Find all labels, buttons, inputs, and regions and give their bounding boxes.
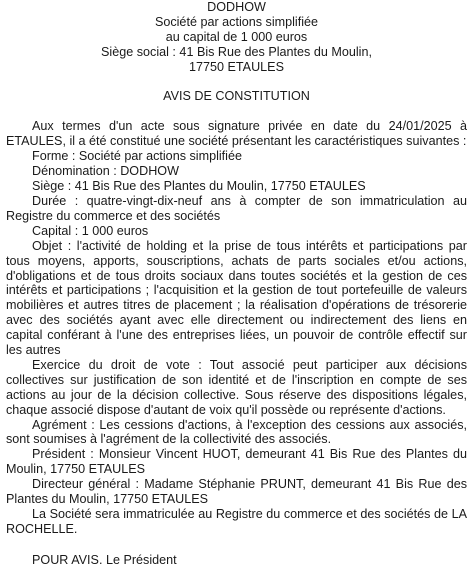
field-object: Objet : l'activité de holding et la prise de tous intérêts et participations par tous moyens, apports, souscriptions, achats de parts sociales et/ou actions, d'obligations et de tous droits sociaux dans toutes sociétés et la gestion de ces intérêts et participations ; l'acquisition et la gestion de tout portefeuille de valeurs mobilières et autres titres de placement ; la réalisation d'opérations de trésorerie avec des sociétés ayant avec elle directement ou indirectement des liens en capital conférant à l'une des entreprises liées, un pouvoir de contrôle effectif sur les autres (6, 238, 467, 358)
field-voting-rights: Exercice du droit de vote : Tout associé peut participer aux décisions collectives sur justification de son identité et de l'inscription en compte de ses actions au jour de la décision collective. Sous réserve des dispositions légales, chaque associé dispose d'autant de voix qu'il possède ou représente d'actions. (6, 357, 467, 417)
notice-header (6, 0, 467, 75)
field-approval: Agrément : Les cessions d'actions, à l'exception des cessions aux associés, sont soumises à l'agrément de la collectivité des associés. (6, 417, 467, 447)
field-capital: Capital : 1 000 euros (32, 223, 149, 238)
field-form: Forme : Société par actions simplifiée (32, 149, 242, 164)
intro-paragraph: Aux termes d'un acte sous signature privée en date du 24/01/2025 à ETAULES, il a été constitué une société présentant les caractéristiques suivantes : (6, 119, 467, 149)
company-capital: au capital de 1 000 euros (165, 29, 308, 44)
company-name: DODHOW (207, 0, 266, 14)
notice-body (6, 119, 467, 536)
field-duration: Durée : quatre-vingt-dix-neuf ans à compter de son immatriculation au Registre du commerce et des sociétés (6, 193, 467, 223)
company-form: Société par actions simplifiée (154, 14, 319, 29)
field-president: Président : Monsieur Vincent HUOT, demeurant 41 Bis Rue des Plantes du Moulin, 17750 ETAULES (6, 447, 467, 477)
field-general-director: Directeur général : Madame Stéphanie PRUNT, demeurant 41 Bis Rue des Plantes du Moulin, 17750 ETAULES (6, 477, 467, 507)
notice-title: AVIS DE CONSTITUTION (163, 88, 310, 103)
postal-city: 17750 ETAULES (189, 59, 284, 74)
signature-line: POUR AVIS. Le Président (32, 552, 177, 567)
field-denomination: Dénomination : DODHOW (32, 164, 179, 179)
registered-office: Siège social : 41 Bis Rue des Plantes du Moulin, (101, 44, 372, 59)
field-seat: Siège : 41 Bis Rue des Plantes du Moulin, 17750 ETAULES (32, 179, 366, 194)
registration-paragraph: La Société sera immatriculée au Registre du commerce et des sociétés de LA ROCHELLE. (6, 507, 467, 536)
